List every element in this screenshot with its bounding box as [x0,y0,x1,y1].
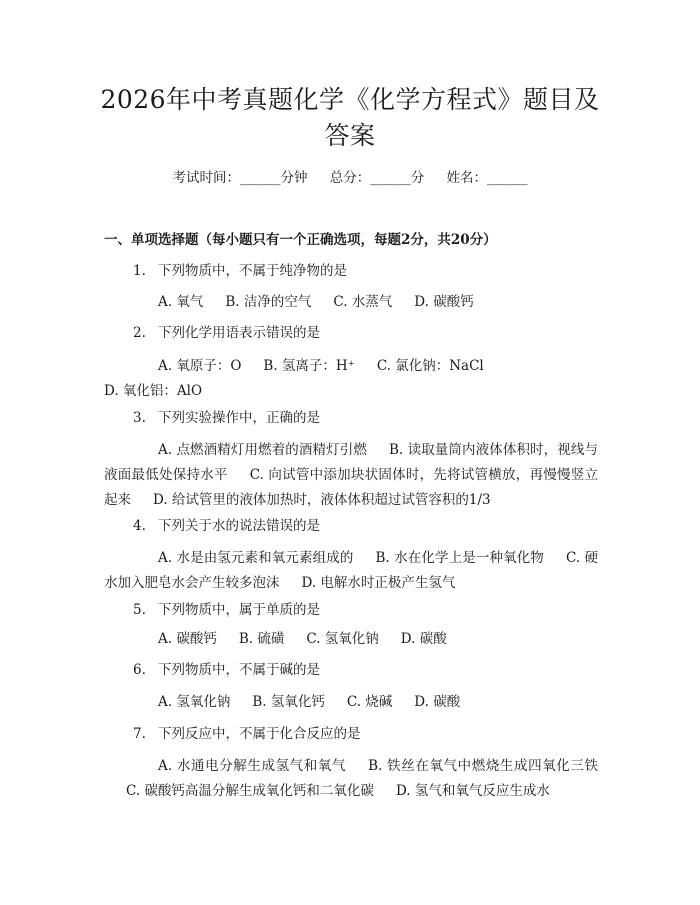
option: B. 洁净的空气 [225,294,312,310]
option: B. 氢离子：H⁺ [263,358,355,374]
option: A. 碳酸钙 [158,631,217,647]
question-stem [133,516,320,536]
section-heading: 一、单项选择题（每小题只有一个正确选项，每题2分，共20分） [104,232,497,248]
option: D. 给试管里的液体加热时，液体体积超过试管容积的1/3 [153,492,491,508]
question-options [104,438,598,513]
option: C. 氢氧化钠 [306,631,379,647]
option: D. 碳酸 [400,631,447,647]
question-text: 下列反应中，不属于化合反应的是 [158,726,361,742]
option: D. 电解水时正极产生氢气 [301,575,456,591]
question-stem [133,600,320,620]
option: A. 氢氧化钠 [158,694,231,710]
question-text: 下列物质中，不属于纯净物的是 [158,263,347,279]
question-number: 7. [133,726,146,742]
option: C. 碳酸钙高温分解生成氧化钙和二氧化碳 [126,783,374,799]
question-stem [133,323,320,343]
option: B. 氢氧化钙 [252,694,325,710]
question-stem [133,261,347,281]
question-text: 下列关于水的说法错误的是 [158,518,320,534]
option: C. 硬水加入肥皂水会产生较多泡沫 [104,550,598,591]
option: C. 烧碱 [346,694,393,710]
option: B. 铁丝在氧气中燃烧生成四氧化三铁 [368,758,598,774]
option: D. 碳酸 [414,694,461,710]
question-options [104,690,598,715]
option: A. 水是由氢元素和氧元素组成的 [158,550,354,566]
question-number: 3. [133,410,146,426]
question-number: 2. [133,325,146,341]
question-options [104,290,598,315]
student-name: 姓名：______ [446,170,528,186]
option: D. 氧化铝：AlO [104,383,203,399]
option: A. 点燃酒精灯用燃着的酒精灯引燃 [158,442,367,458]
option: C. 氯化钠：NaCl [376,358,484,374]
option: B. 读取量筒内液体体积时，视线与液面最低处保持水平 [104,442,598,483]
document-title [60,82,640,154]
question-number: 5. [133,602,146,618]
question-text: 下列化学用语表示错误的是 [158,325,320,341]
total-score: 总分：______分 [329,170,425,186]
question-number: 4. [133,518,146,534]
question-options [104,754,598,804]
option: C. 向试管中添加块状固体时，先将试管横放，再慢慢竖立起来 [104,467,598,508]
option: C. 水蒸气 [333,294,393,310]
option: D. 氢气和氧气反应生成水 [395,783,550,799]
question-stem [133,724,361,744]
exam-time: 考试时间：______分钟 [172,170,308,186]
question-options [104,354,598,404]
question-options [104,627,598,652]
question-text: 下列物质中，属于单质的是 [158,602,320,618]
question-stem [133,660,320,680]
title-line-1: 2026年中考真题化学《化学方程式》题目及 [100,85,600,114]
question-number: 1. [133,263,146,279]
option: D. 碳酸钙 [414,294,474,310]
question-text: 下列物质中，不属于碱的是 [158,662,320,678]
exam-info [0,168,700,188]
option: A. 氧原子：O [158,358,242,374]
title-line-2: 答案 [324,121,376,150]
question-text: 下列实验操作中，正确的是 [158,410,320,426]
option: B. 水在化学上是一种氧化物 [375,550,544,566]
option: A. 氧气 [158,294,204,310]
option: B. 硫磺 [238,631,285,647]
question-options [104,546,598,596]
option: A. 水通电分解生成氢气和氧气 [158,758,347,774]
question-number: 6. [133,662,146,678]
question-stem [133,408,320,428]
